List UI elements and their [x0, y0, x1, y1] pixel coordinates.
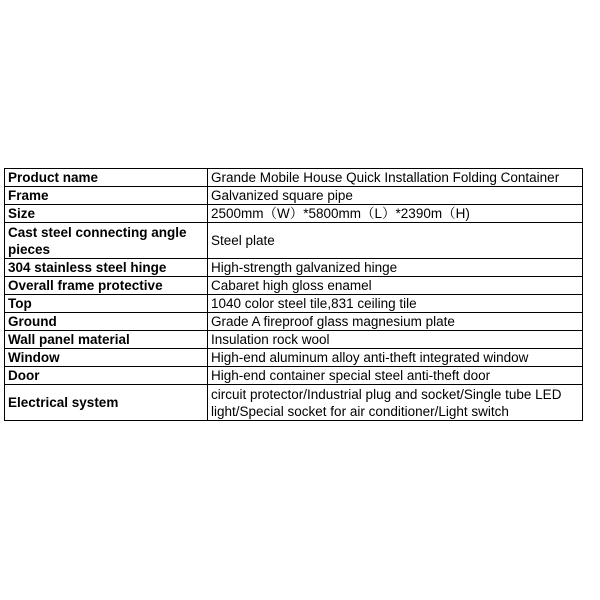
row-label: 304 stainless steel hinge [5, 259, 208, 277]
row-label: Electrical system [5, 385, 208, 421]
row-value: circuit protector/Industrial plug and socket/Single tube LED light/Special socket for air conditioner/Light switch [208, 385, 583, 421]
row-label: Overall frame protective [5, 277, 208, 295]
row-value: 2500mm（W）*5800mm（L）*2390m（H) [208, 205, 583, 223]
row-label: Wall panel material [5, 331, 208, 349]
row-label: Ground [5, 313, 208, 331]
table-row [5, 385, 583, 421]
row-value: High-end aluminum alloy anti-theft integrated window [208, 349, 583, 367]
table-row [5, 349, 583, 367]
row-value: High-end container special steel anti-theft door [208, 367, 583, 385]
row-label: Frame [5, 187, 208, 205]
row-value: Grande Mobile House Quick Installation Folding Container [208, 169, 583, 187]
row-value: Cabaret high gloss enamel [208, 277, 583, 295]
table-row [5, 187, 583, 205]
row-label: Top [5, 295, 208, 313]
row-label: Door [5, 367, 208, 385]
row-value: High-strength galvanized hinge [208, 259, 583, 277]
row-value: Grade A fireproof glass magnesium plate [208, 313, 583, 331]
table-row [5, 169, 583, 187]
table-row [5, 331, 583, 349]
table-row [5, 367, 583, 385]
row-value: 1040 color steel tile,831 ceiling tile [208, 295, 583, 313]
row-value: Steel plate [208, 223, 583, 259]
table-row [5, 277, 583, 295]
table-row [5, 223, 583, 259]
row-label: Cast steel connecting angle pieces [5, 223, 208, 259]
table-row [5, 259, 583, 277]
spec-table-body [5, 169, 583, 421]
table-row [5, 205, 583, 223]
row-label: Product name [5, 169, 208, 187]
spec-table [4, 168, 583, 421]
row-label: Window [5, 349, 208, 367]
row-value: Insulation rock wool [208, 331, 583, 349]
row-label: Size [5, 205, 208, 223]
table-row [5, 295, 583, 313]
row-value: Galvanized square pipe [208, 187, 583, 205]
table-row [5, 313, 583, 331]
